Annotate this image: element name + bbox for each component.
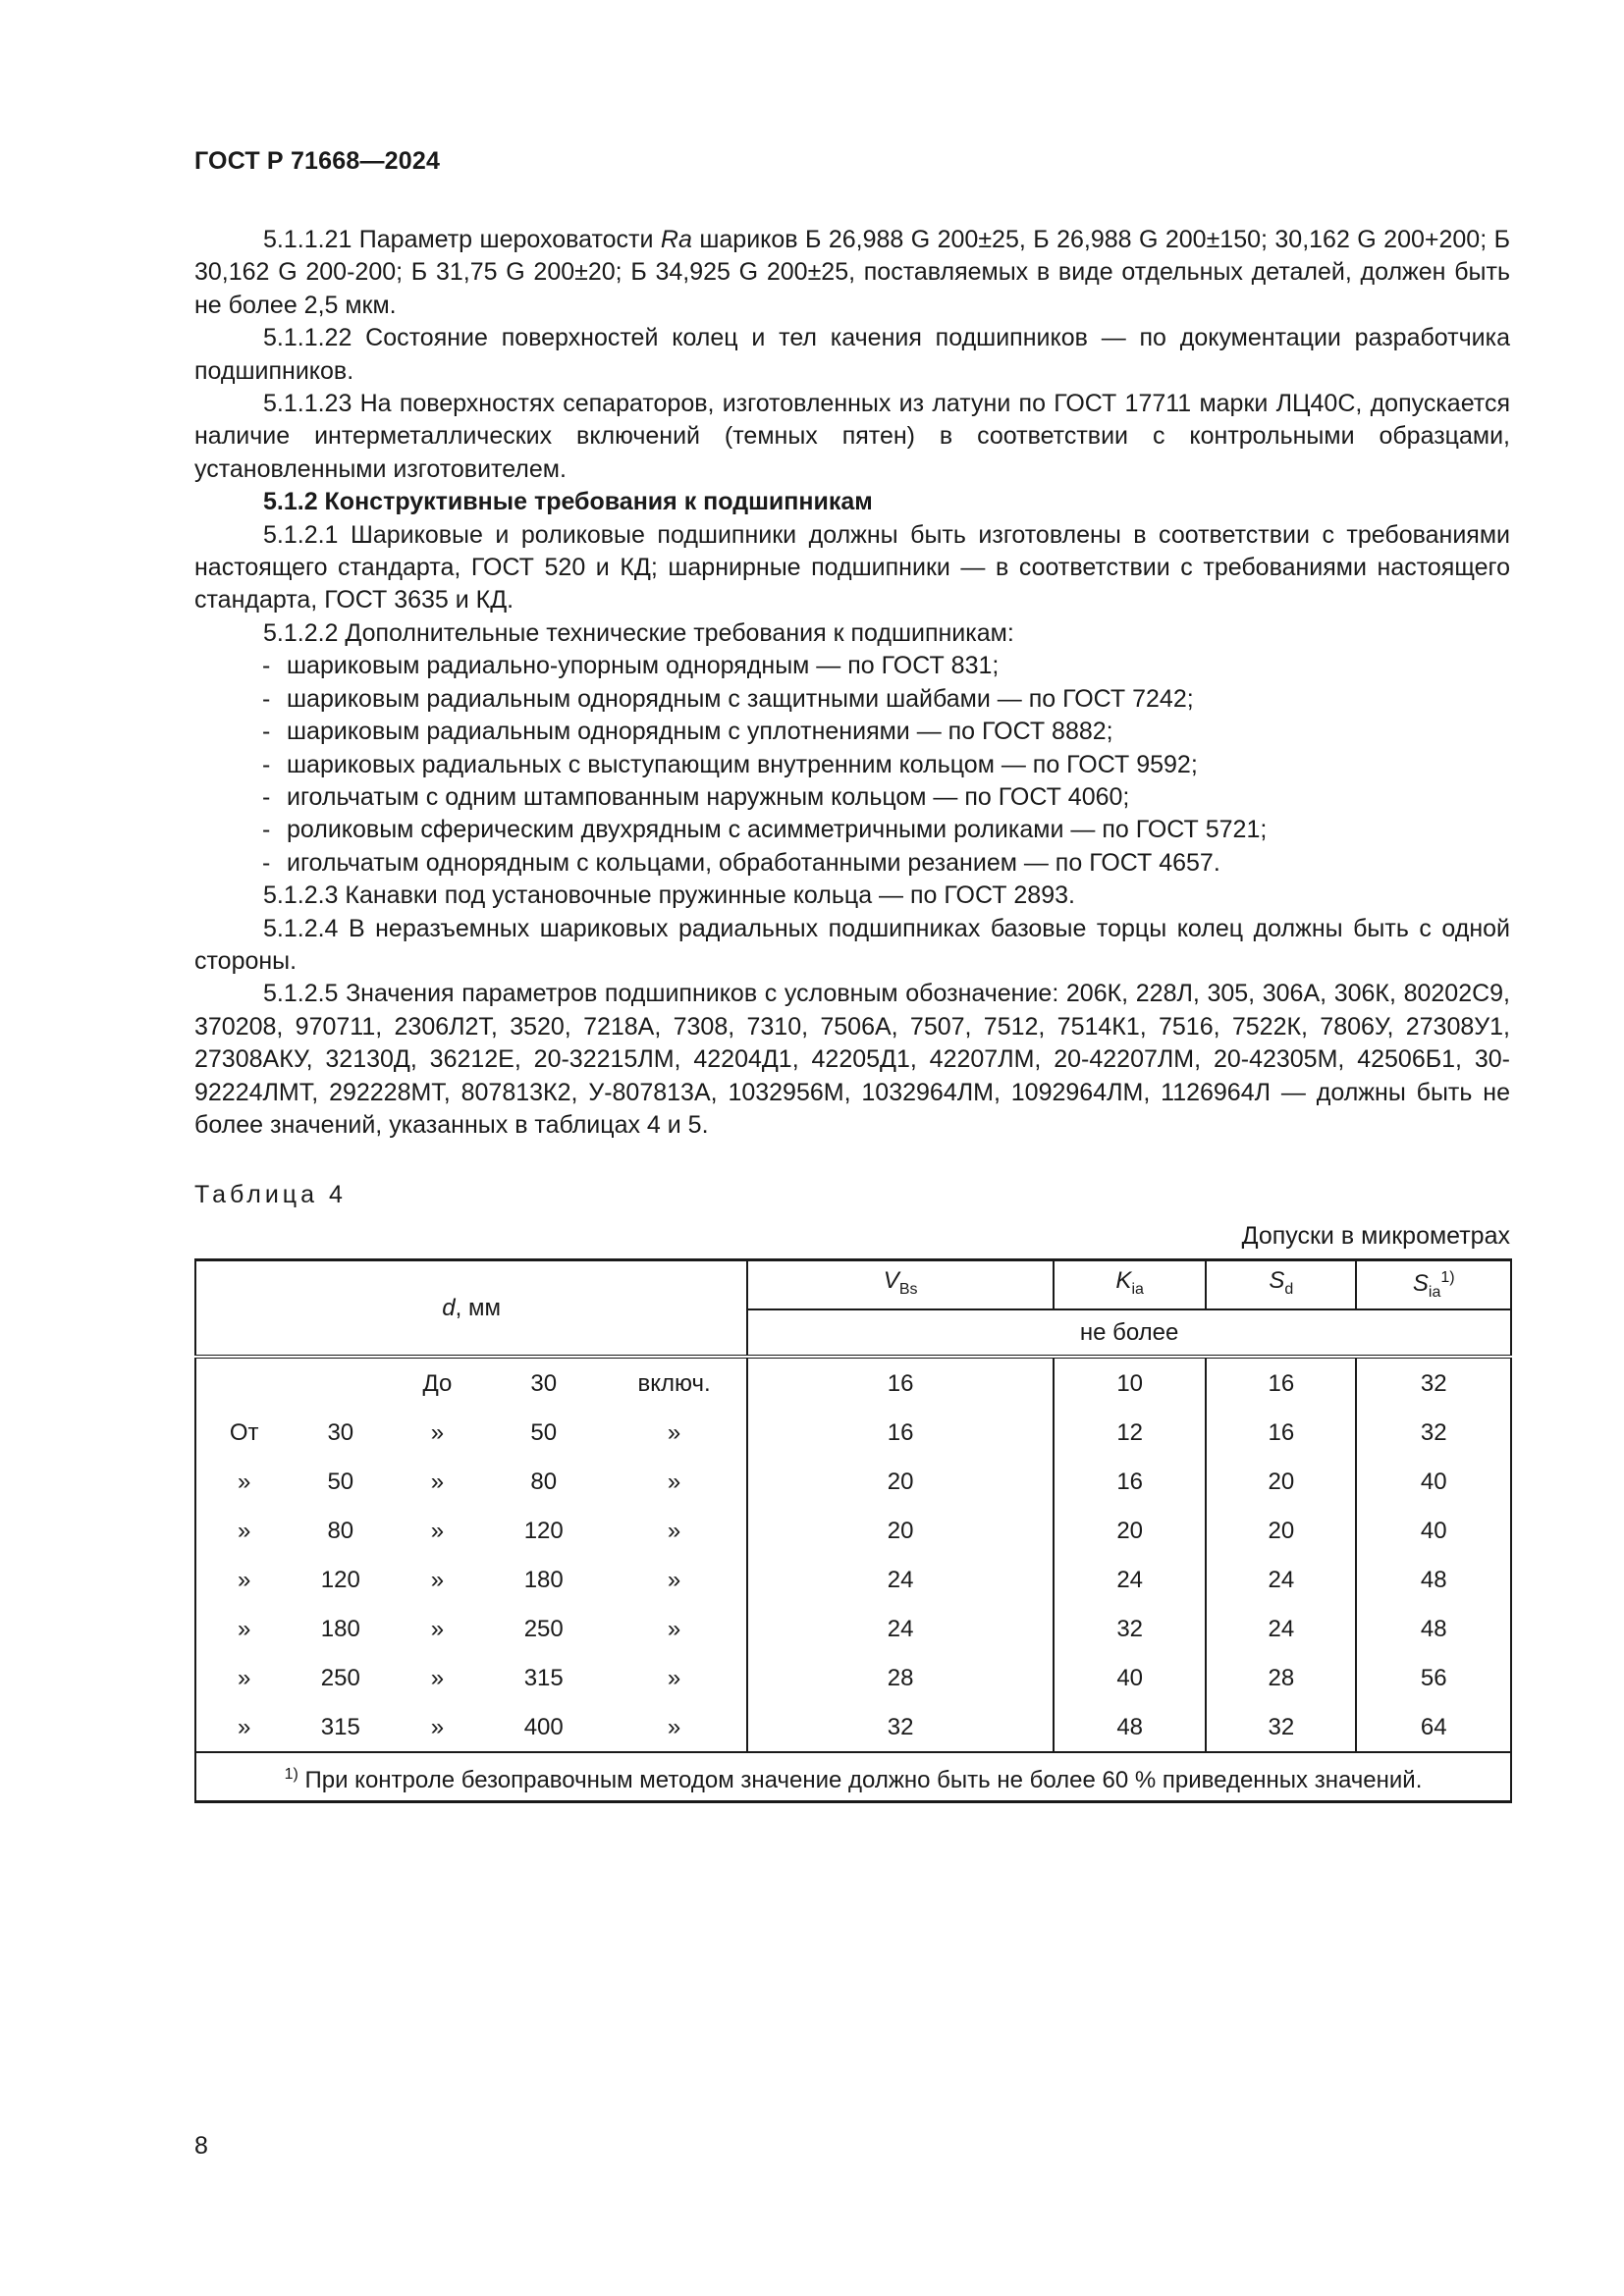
table-cell-c: » bbox=[430, 1517, 445, 1544]
d-symbol: d bbox=[442, 1295, 456, 1322]
table-cell-kia: 20 bbox=[1054, 1506, 1206, 1555]
table-cell-e: » bbox=[602, 1408, 747, 1457]
symbol: V bbox=[883, 1267, 899, 1295]
table-cell-a: » bbox=[195, 1653, 292, 1702]
table-cell-e: » bbox=[602, 1702, 747, 1752]
table-cell-kia: 10 bbox=[1054, 1357, 1206, 1408]
table-row bbox=[195, 1702, 1511, 1752]
table-cell-kia: 24 bbox=[1054, 1555, 1206, 1604]
table-cell-a bbox=[195, 1357, 292, 1408]
table-cell-kia: 40 bbox=[1054, 1653, 1206, 1702]
list-item-text: шариковым радиальным однорядным с защитными шайбами — по ГОСТ 7242; bbox=[287, 684, 1194, 713]
symbol: K bbox=[1115, 1267, 1132, 1295]
list-item-text: шариковых радиальных с выступающим внутренним кольцом — по ГОСТ 9592; bbox=[287, 750, 1198, 778]
table-cell-b: 120 bbox=[320, 1566, 360, 1593]
paragraph-5-1-2-3: 5.1.2.3 Канавки под установочные пружинные кольца — по ГОСТ 2893. bbox=[263, 881, 1075, 910]
table-cell-d: 120 bbox=[523, 1517, 564, 1544]
header-sia bbox=[1356, 1260, 1511, 1310]
table-cell-sia: 48 bbox=[1356, 1604, 1511, 1653]
paragraph-5-1-1-23: 5.1.1.23 На поверхностях сепараторов, изготовленных из латуни по ГОСТ 17711 марки ЛЦ40С, допускается наличие интерметаллических включений (темных пятен) в соответствии с контрольными образцами, установленными изготовителем. bbox=[194, 390, 1510, 483]
table-cell-sia: 48 bbox=[1356, 1555, 1511, 1604]
page-number: 8 bbox=[194, 2132, 208, 2160]
table-cell-e: » bbox=[602, 1653, 747, 1702]
table-cell-a: » bbox=[195, 1555, 292, 1604]
list-dash: - bbox=[262, 848, 271, 877]
table-cell-vbs: 24 bbox=[747, 1555, 1054, 1604]
requirements-list bbox=[194, 650, 1510, 880]
paragraph-5-1-1-22: 5.1.1.22 Состояние поверхностей колец и тел качения подшипников — по документации разработчика подшипников. bbox=[194, 324, 1510, 385]
table-cell-vbs: 16 bbox=[747, 1408, 1054, 1457]
table-row bbox=[195, 1604, 1511, 1653]
table-cell-sd: 24 bbox=[1206, 1604, 1356, 1653]
list-item-text: игольчатым однорядным с кольцами, обработанными резанием — по ГОСТ 4657. bbox=[287, 848, 1220, 877]
list-item-text: шариковым радиальным однорядным с уплотнениями — по ГОСТ 8882; bbox=[287, 718, 1113, 746]
list-item bbox=[194, 683, 1510, 716]
list-item bbox=[194, 650, 1510, 682]
table-cell-vbs: 28 bbox=[747, 1653, 1054, 1702]
table-cell-b: 315 bbox=[320, 1713, 360, 1740]
table-cell-d: 50 bbox=[530, 1418, 558, 1446]
table-cell-e: » bbox=[602, 1604, 747, 1653]
table-cell-sd: 24 bbox=[1206, 1555, 1356, 1604]
table-cell-sd: 16 bbox=[1206, 1408, 1356, 1457]
table-cell-c: » bbox=[430, 1664, 445, 1691]
table-cell-d: 315 bbox=[523, 1664, 564, 1691]
table-units-note: Допуски в микрометрах bbox=[1241, 1221, 1510, 1250]
table-cell-d: 400 bbox=[523, 1713, 564, 1740]
table-cell-kia: 32 bbox=[1054, 1604, 1206, 1653]
document-header: ГОСТ Р 71668—2024 bbox=[194, 147, 441, 175]
table-cell-b: 50 bbox=[327, 1468, 354, 1495]
subscript: Bs bbox=[898, 1280, 918, 1298]
table-cell-vbs: 20 bbox=[747, 1457, 1054, 1506]
table-caption: Таблица 4 bbox=[194, 1181, 347, 1209]
table-cell-sd: 28 bbox=[1206, 1653, 1356, 1702]
header-d bbox=[195, 1260, 747, 1358]
table-cell-sd: 16 bbox=[1206, 1357, 1356, 1408]
table-cell-d: 80 bbox=[530, 1468, 558, 1495]
table-cell-b: 250 bbox=[320, 1664, 360, 1691]
table-cell-sia: 32 bbox=[1356, 1408, 1511, 1457]
table-row bbox=[195, 1555, 1511, 1604]
table-cell-sd: 20 bbox=[1206, 1506, 1356, 1555]
document-body bbox=[194, 224, 1510, 1803]
table-cell-c: До bbox=[389, 1357, 485, 1408]
table-cell-a: » bbox=[195, 1604, 292, 1653]
subscript: ia bbox=[1131, 1280, 1144, 1298]
list-item-text: игольчатым с одним штампованным наружным кольцом — по ГОСТ 4060; bbox=[287, 782, 1130, 811]
table-row bbox=[195, 1357, 1511, 1408]
tolerance-table bbox=[194, 1258, 1512, 1803]
header-kia bbox=[1054, 1260, 1206, 1310]
table-cell-kia: 48 bbox=[1054, 1702, 1206, 1752]
table-cell-a: От bbox=[195, 1408, 292, 1457]
subscript: ia bbox=[1428, 1283, 1441, 1301]
table-cell-c: » bbox=[430, 1615, 445, 1642]
subscript: d bbox=[1284, 1280, 1294, 1298]
list-dash: - bbox=[262, 652, 271, 680]
list-item bbox=[194, 716, 1510, 748]
footnote-text: При контроле безоправочным методом значение должно быть не более 60 % приведенных значений. bbox=[298, 1766, 1423, 1793]
list-dash: - bbox=[262, 782, 271, 811]
table-row bbox=[195, 1408, 1511, 1457]
table-cell-a: » bbox=[195, 1702, 292, 1752]
table-cell-a: » bbox=[195, 1506, 292, 1555]
superscript: 1) bbox=[1440, 1269, 1455, 1287]
table-footnote-row bbox=[195, 1752, 1511, 1802]
table-cell-b: 30 bbox=[327, 1418, 354, 1446]
ra-symbol: Ra bbox=[660, 226, 692, 253]
table-row bbox=[195, 1653, 1511, 1702]
table-cell-e: включ. bbox=[602, 1357, 747, 1408]
list-item bbox=[194, 781, 1510, 814]
header-not-more: не более bbox=[747, 1309, 1511, 1357]
list-item-text: роликовым сферическим двухрядным с асимметричными роликами — по ГОСТ 5721; bbox=[287, 816, 1268, 844]
table-cell-sd: 32 bbox=[1206, 1702, 1356, 1752]
list-item bbox=[194, 814, 1510, 846]
table-cell-sia: 64 bbox=[1356, 1702, 1511, 1752]
list-dash: - bbox=[262, 750, 271, 778]
text: шариков Б 26,988 G 200±25, Б 26,988 G 200±150; 30,162 G 200+200; Б 30,162 G 200-200; Б 31,75 G 200±20; Б 34,925 G 200±25, поставляемых в виде отдельных деталей, должен быть не более 2,5 мкм. bbox=[194, 226, 1510, 319]
list-dash: - bbox=[262, 684, 271, 713]
paragraph-5-1-1-21 bbox=[194, 224, 1510, 322]
header-sd bbox=[1206, 1260, 1356, 1310]
paragraph-5-1-2-2: 5.1.2.2 Дополнительные технические требования к подшипникам: bbox=[263, 618, 1014, 647]
table-cell-b bbox=[292, 1357, 389, 1408]
table-cell-e: » bbox=[602, 1506, 747, 1555]
table-cell-c: » bbox=[430, 1418, 445, 1446]
header-vbs bbox=[747, 1260, 1054, 1310]
list-item-text: шариковым радиально-упорным однорядным — по ГОСТ 831; bbox=[287, 652, 1000, 680]
table-row bbox=[195, 1506, 1511, 1555]
table-cell-vbs: 20 bbox=[747, 1506, 1054, 1555]
table-cell-vbs: 32 bbox=[747, 1702, 1054, 1752]
table-cell-sia: 40 bbox=[1356, 1457, 1511, 1506]
table-cell-c: » bbox=[430, 1566, 445, 1593]
list-item bbox=[194, 847, 1510, 880]
table-cell-b: 80 bbox=[327, 1517, 354, 1544]
table-cell-d: 180 bbox=[523, 1566, 564, 1593]
list-item bbox=[194, 749, 1510, 781]
table-cell-vbs: 16 bbox=[747, 1357, 1054, 1408]
table-cell-c: » bbox=[430, 1713, 445, 1740]
symbol: S bbox=[1269, 1267, 1285, 1295]
table-cell-sia: 40 bbox=[1356, 1506, 1511, 1555]
table-cell-d: 250 bbox=[523, 1615, 564, 1642]
paragraph-5-1-2-1: 5.1.2.1 Шариковые и роликовые подшипники должны быть изготовлены в соответствии с требованиями настоящего стандарта, ГОСТ 520 и КД; шарнирные подшипники — в соответствии с требованиями настоящего стандарта, ГОСТ 3635 и КД. bbox=[194, 520, 1510, 614]
table-cell-d: 30 bbox=[486, 1357, 602, 1408]
footnote-mark: 1) bbox=[284, 1765, 298, 1783]
table-cell-kia: 16 bbox=[1054, 1457, 1206, 1506]
list-dash: - bbox=[262, 816, 271, 844]
section-heading-5-1-2: 5.1.2 Конструктивные требования к подшипникам bbox=[263, 488, 873, 516]
text: 5.1.1.21 Параметр шероховатости bbox=[263, 226, 661, 253]
table-footnote bbox=[195, 1752, 1511, 1802]
d-unit: , мм bbox=[455, 1295, 501, 1322]
table-cell-vbs: 24 bbox=[747, 1604, 1054, 1653]
list-dash: - bbox=[262, 718, 271, 746]
table-cell-b: 180 bbox=[320, 1615, 360, 1642]
table-cell-a: » bbox=[195, 1457, 292, 1506]
paragraph-5-1-2-5: 5.1.2.5 Значения параметров подшипников с условным обозначение: 206К, 228Л, 305, 306А, 306К, 80202С9, 370208, 970711, 2306Л2Т, 3520, 7218А, 7308, 7310, 7506А, 7507, 7512, 7514К1, 7516, 7522К, 7806У, 27308У1, 27308АКУ, 32130Д, 36212Е, 20-32215ЛМ, 42204Д1, 42205Д1, 42207ЛМ, 20-42207ЛМ, 20-42305М, 42506Б1, 30-92224ЛМТ, 292228МТ, 807813К2, У-807813А, 1032956М, 1032964ЛМ, 1092964ЛМ, 1126964Л — должны быть не более значений, указанных в таблицах 4 и 5. bbox=[194, 980, 1510, 1139]
symbol: S bbox=[1412, 1270, 1429, 1298]
table-cell-sd: 20 bbox=[1206, 1457, 1356, 1506]
table-cell-e: » bbox=[602, 1555, 747, 1604]
table-cell-kia: 12 bbox=[1054, 1408, 1206, 1457]
table-cell-sia: 56 bbox=[1356, 1653, 1511, 1702]
table-cell-c: » bbox=[430, 1468, 445, 1495]
paragraph-5-1-2-4: 5.1.2.4 В неразъемных шариковых радиальных подшипниках базовые торцы колец должны быть с одной стороны. bbox=[194, 914, 1510, 975]
table-cell-sia: 32 bbox=[1356, 1357, 1511, 1408]
table-cell-e: » bbox=[602, 1457, 747, 1506]
table-row bbox=[195, 1457, 1511, 1506]
table-header-row bbox=[195, 1260, 1511, 1310]
table-body bbox=[195, 1357, 1511, 1752]
